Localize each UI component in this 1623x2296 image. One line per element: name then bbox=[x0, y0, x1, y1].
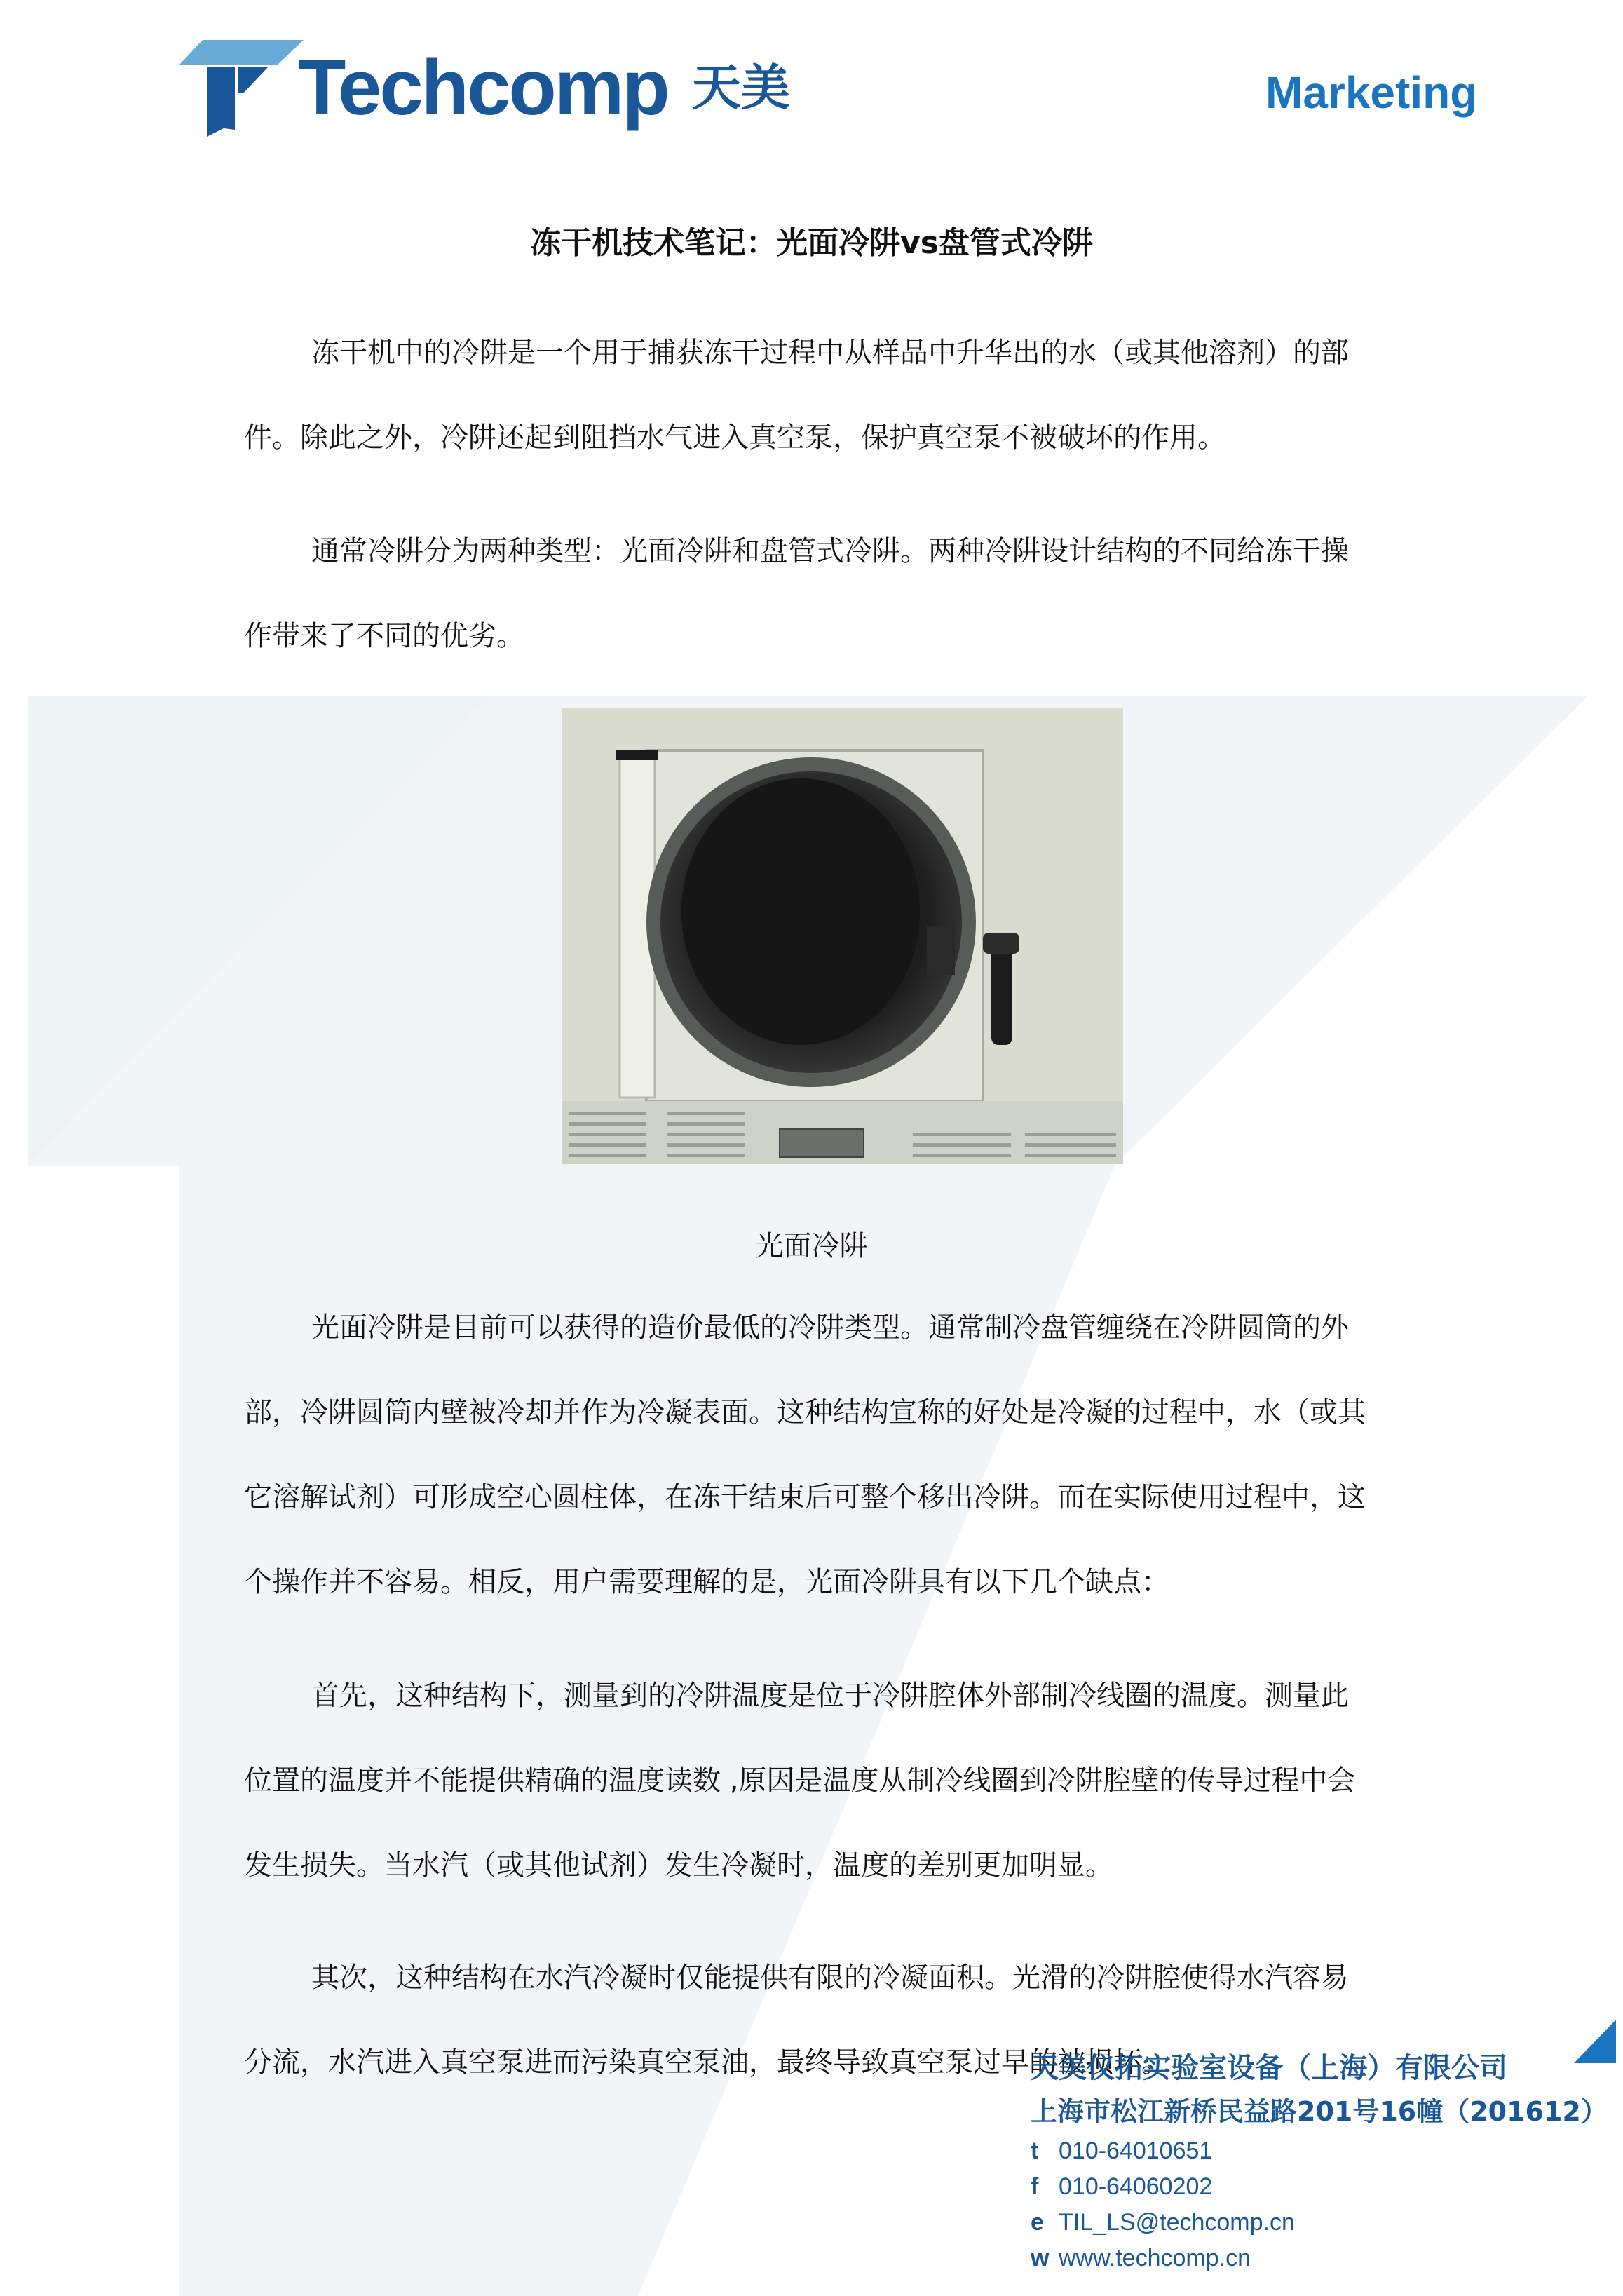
paragraph-first-drawback: 首先，这种结构下，测量到的冷阱温度是位于冷阱腔体外部制冷线圈的温度。测量此 位置的温度并不能提供精确的温度读数 ,原因是温度从制冷线圈到冷阱腔壁的传导过程中会 发生损失。当水汽（或其他试剂）发生冷凝时，温度的差别更加明显。 bbox=[244, 1680, 1356, 1882]
smooth-condenser-photo bbox=[562, 708, 1123, 1164]
techcomp-logo bbox=[179, 39, 790, 137]
phone-row bbox=[1031, 2133, 1608, 2169]
fax-row bbox=[1031, 2169, 1608, 2205]
web-key: w bbox=[1031, 2245, 1050, 2271]
paragraph-intro: 冻干机中的冷阱是一个用于捕获冻干过程中从样品中升华出的水（或其他溶剂）的部 件。除此之外，冷阱还起到阻挡水气进入真空泵，保护真空泵不被破坏的作用。 bbox=[244, 337, 1349, 454]
phone-number: 010-64010651 bbox=[1059, 2138, 1213, 2164]
email-key: e bbox=[1031, 2209, 1044, 2236]
fax-key: f bbox=[1031, 2173, 1039, 2200]
company-address: 上海市松江新桥民益路201号16幢（201612） bbox=[1031, 2096, 1608, 2127]
logo-mark-icon bbox=[179, 39, 305, 137]
email-row bbox=[1031, 2205, 1608, 2241]
company-contact-block bbox=[1031, 2046, 1608, 2276]
paragraph-types: 通常冷阱分为两种类型：光面冷阱和盘管式冷阱。两种冷阱设计结构的不同给冻干操 作带来了不同的优劣。 bbox=[244, 535, 1349, 652]
figure-caption: 光面冷阱 bbox=[755, 1230, 868, 1262]
document-title: 冻干机技术笔记：光面冷阱vs盘管式冷阱 bbox=[530, 225, 1093, 261]
paragraph-smooth-condenser: 光面冷阱是目前可以获得的造价最低的冷阱类型。通常制冷盘管缠绕在冷阱圆筒的外 部，冷阱圆筒内壁被冷却并作为冷凝表面。这种结构宣称的好处是冷凝的过程中，水（或其 它溶解试剂）可形成空心圆柱体，在冻干结束后可整个移出冷阱。而在实际使用过程中，这 个操作并不容易。相反，用户需要理解的是，光面冷阱具有以下几个缺点： bbox=[244, 1311, 1366, 1598]
department-label: Marketing bbox=[1265, 67, 1478, 118]
logo-chinese-name: 天美 bbox=[691, 59, 790, 116]
company-name: 天美仪拓实验室设备（上海）有限公司 bbox=[1031, 2052, 1507, 2084]
phone-key: t bbox=[1031, 2138, 1039, 2164]
logo-text: Techcomp bbox=[298, 43, 668, 131]
web-row bbox=[1031, 2241, 1608, 2276]
website-link[interactable]: www.techcomp.cn bbox=[1059, 2245, 1251, 2271]
paragraph-second-drawback: 其次，这种结构在水汽冷凝时仅能提供有限的冷凝面积。光滑的冷阱腔使得水汽容易 分流，水汽进入真空泵进而污染真空泵油，最终导致真空泵过早的被损坏。 bbox=[244, 1961, 1349, 2079]
email-address[interactable]: TIL_LS@techcomp.cn bbox=[1059, 2209, 1295, 2236]
fax-number: 010-64060202 bbox=[1059, 2173, 1213, 2200]
